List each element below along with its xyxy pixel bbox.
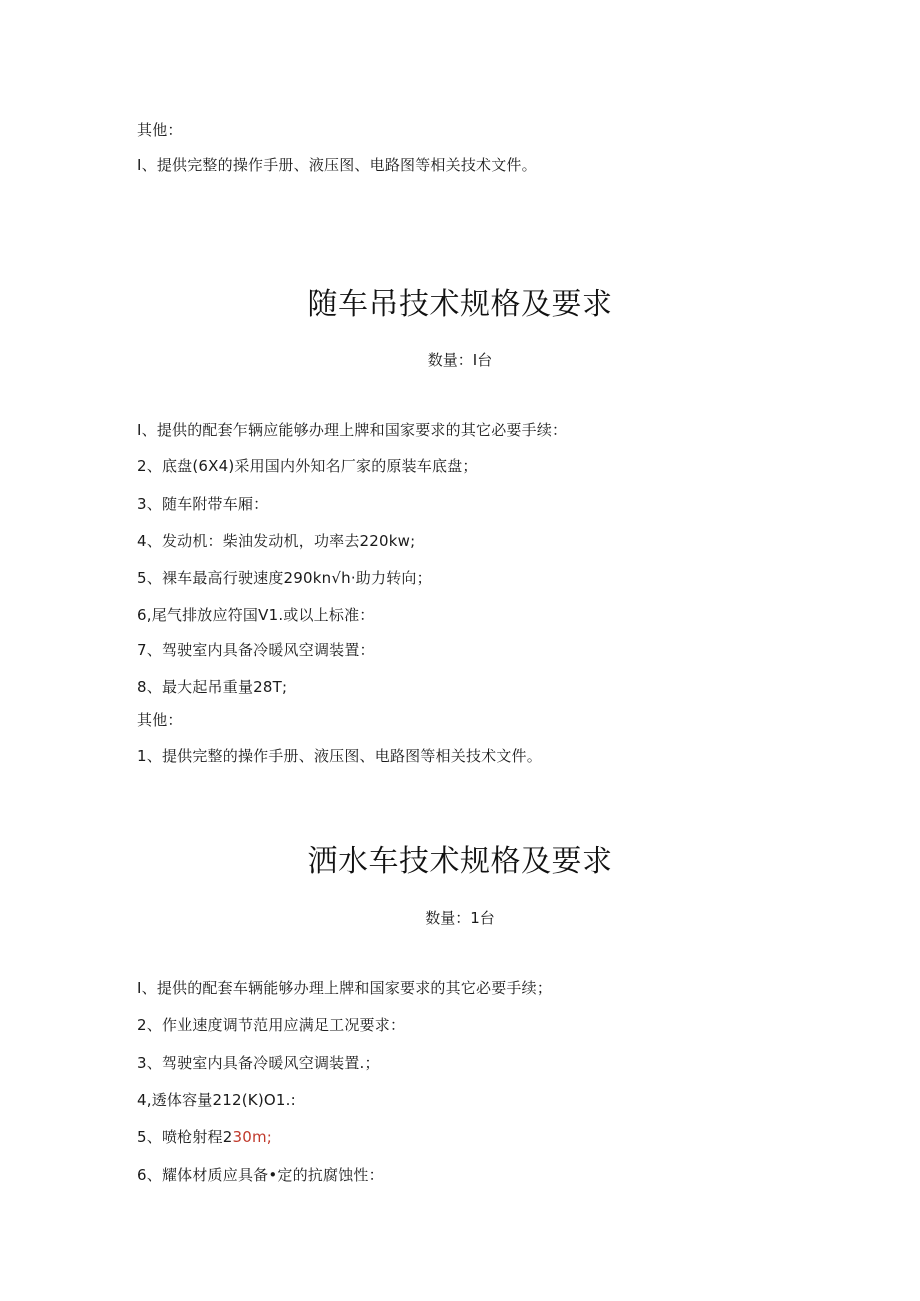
list-item bbox=[137, 1127, 272, 1147]
list-item: I、提供的配套乍辆应能够办理上牌和国家要求的其它必要手续： bbox=[137, 421, 568, 439]
quantity-label: 数量：1台 bbox=[425, 909, 495, 927]
list-item: 4,透体容量212(K)O1.: bbox=[137, 1091, 296, 1109]
list-item: 3、随车附带车厢： bbox=[137, 495, 269, 513]
list-item: 2、底盘(6X4)采用国内外知名厂家的原装车底盘； bbox=[137, 457, 478, 475]
range-item-highlight: 30m; bbox=[232, 1128, 273, 1146]
list-item: 4、发动机：柴油发动机，功率去220kw; bbox=[137, 532, 416, 550]
list-item: 7、驾驶室内具备冷暖风空调装置： bbox=[137, 641, 375, 659]
other-label: 其他： bbox=[137, 121, 183, 139]
quantity-label: 数量：I台 bbox=[427, 351, 493, 369]
list-item: 6,尾气排放应符国V1.或以上标准： bbox=[137, 606, 375, 624]
list-item: 5、裸车最高行驶速度290kn√h·助力转向； bbox=[137, 569, 432, 587]
list-item: 6、耀体材质应具备•定的抗腐蚀性： bbox=[137, 1166, 384, 1184]
list-item: 2、作业速度调节范用应满足工况要求： bbox=[137, 1016, 406, 1034]
list-item: I、提供的配套车辆能够办理上牌和国家要求的其它必要手续； bbox=[137, 979, 553, 997]
section-title-crane-truck: 随车吊技术规格及要求 bbox=[307, 287, 613, 322]
other-label: 其他： bbox=[137, 711, 183, 729]
section-title-sprinkler-truck: 洒水车技术规格及要求 bbox=[307, 844, 613, 879]
list-item: 3、驾驶室内具备冷暖风空调装置.； bbox=[137, 1054, 380, 1072]
list-item: 1、提供完整的操作手册、液压图、电路图等相关技术文件。 bbox=[137, 747, 542, 765]
range-item-prefix: 5、喷枪射程2 bbox=[137, 1128, 233, 1146]
list-item: I、提供完整的操作手册、液压图、电路图等相关技术文件。 bbox=[137, 156, 537, 174]
list-item: 8、最大起吊重量28T; bbox=[137, 678, 288, 696]
